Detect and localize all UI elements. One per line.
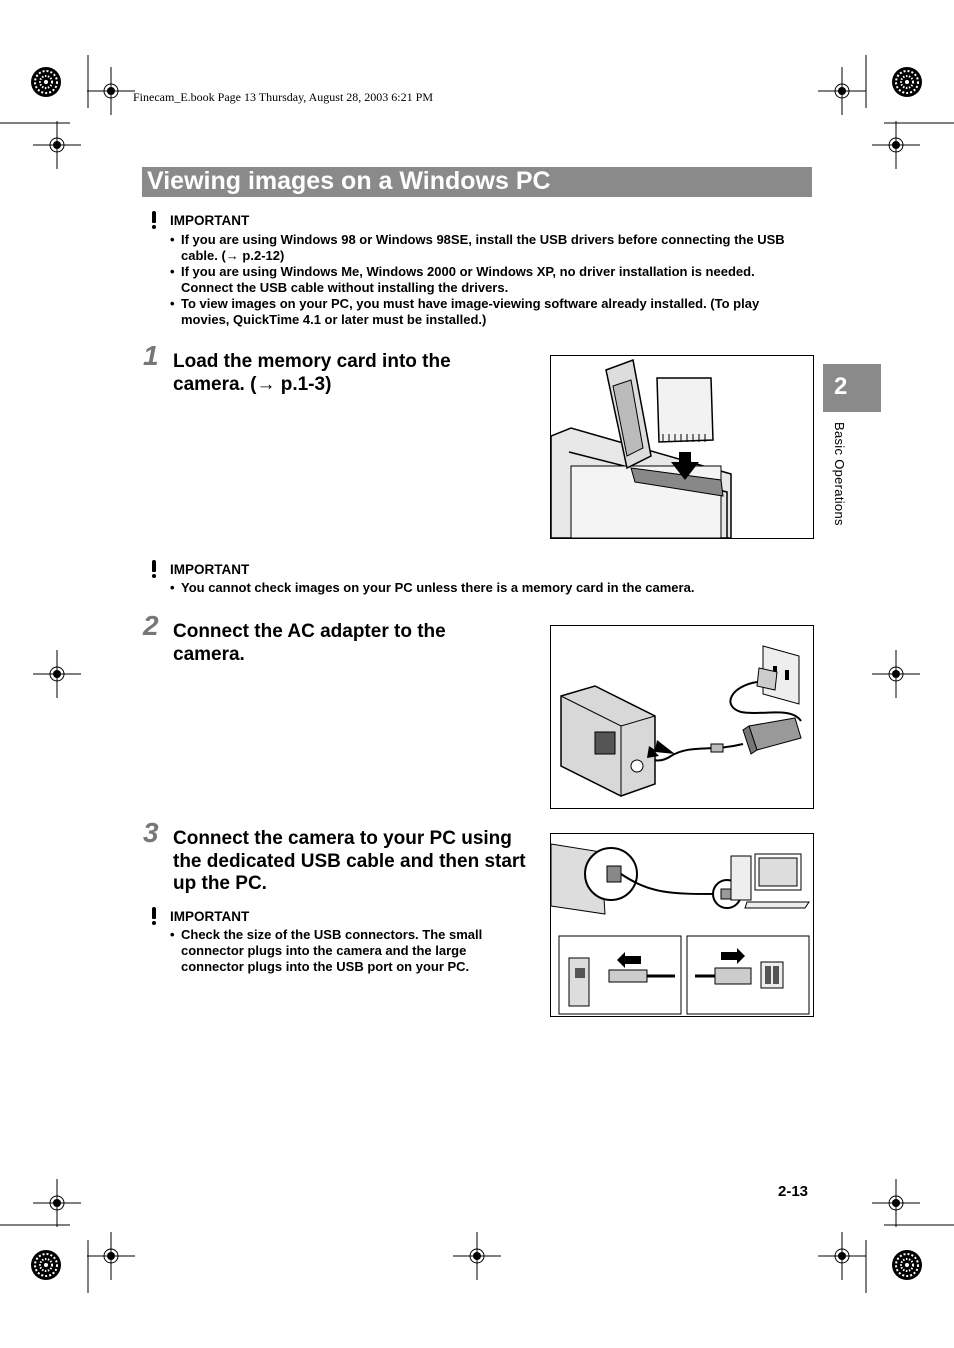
chapter-tab bbox=[823, 364, 881, 412]
page-number: 2-13 bbox=[778, 1183, 809, 1200]
step-number-1: 1 bbox=[143, 340, 159, 371]
list-item: • To view images on your PC, you must have image-viewing software already installed. (To play movies, QuickTime 4.1 or later must be installed.) bbox=[170, 296, 810, 328]
list-item: • You cannot check images on your PC unless there is a memory card in the camera. bbox=[170, 580, 810, 596]
file-header: Finecam_E.book Page 13 Thursday, August 28, 2003 6:21 PM bbox=[133, 90, 433, 104]
exclamation-icon bbox=[149, 211, 159, 229]
important-list-3 bbox=[170, 927, 530, 975]
list-item: • Check the size of the USB connectors. The small connector plugs into the camera and the large connector plugs into the USB port on your PC. bbox=[170, 927, 530, 975]
exclamation-icon bbox=[149, 907, 159, 925]
important-label: IMPORTANT bbox=[170, 908, 250, 924]
important-heading-2 bbox=[149, 560, 249, 578]
step-text-2: Connect the AC adapter to the camera. bbox=[173, 621, 446, 665]
step-number-3: 3 bbox=[143, 817, 159, 848]
list-item: • If you are using Windows Me, Windows 2000 or Windows XP, no driver installation is needed. Connect the USB cable without installing the drivers. bbox=[170, 264, 810, 296]
important-label: IMPORTANT bbox=[170, 212, 250, 228]
chapter-number: 2 bbox=[834, 373, 848, 400]
exclamation-icon bbox=[149, 560, 159, 578]
step-text-1: Load the memory card into the camera. (→ p.1-3) bbox=[173, 351, 451, 395]
page-title: Viewing images on a Windows PC bbox=[147, 167, 551, 195]
ac-adapter-illustration bbox=[550, 625, 814, 809]
page-title-bar bbox=[142, 167, 812, 197]
side-label: Basic Operations bbox=[832, 422, 847, 526]
important-heading-3 bbox=[149, 907, 249, 925]
list-item: • If you are using Windows 98 or Windows 98SE, install the USB drivers before connecting the USB cable. (→ p.2-12) bbox=[170, 232, 810, 264]
important-label: IMPORTANT bbox=[170, 561, 250, 577]
step-text-3: Connect the camera to your PC using the dedicated USB cable and then start up the PC. bbox=[173, 828, 526, 894]
important-list-2 bbox=[170, 580, 810, 596]
important-heading-1 bbox=[149, 211, 249, 229]
memory-card-illustration bbox=[550, 355, 814, 539]
usb-connection-illustration bbox=[550, 833, 814, 1017]
step-number-2: 2 bbox=[143, 610, 159, 641]
important-list-1 bbox=[170, 232, 810, 328]
